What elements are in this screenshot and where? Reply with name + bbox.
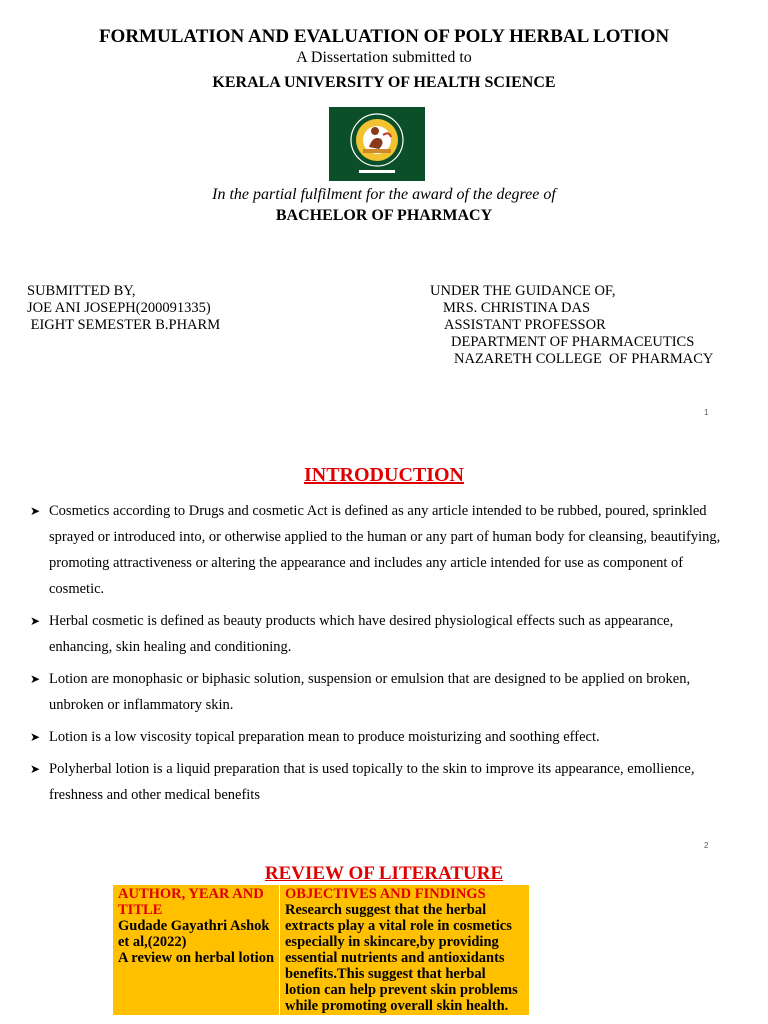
guide-department: DEPARTMENT OF PHARMACEUTICS bbox=[451, 334, 695, 350]
guidance-label: UNDER THE GUIDANCE OF, bbox=[430, 283, 616, 299]
award-line: In the partial fulfilment for the award of the degree of bbox=[212, 186, 556, 203]
degree-name: BACHELOR OF PHARMACY bbox=[275, 207, 493, 224]
submitted-by-block bbox=[27, 283, 220, 334]
guidance-block bbox=[430, 283, 713, 368]
guide-title: ASSISTANT PROFESSOR bbox=[444, 317, 606, 333]
list-item: ➤ Lotion are monophasic or biphasic solution, suspension or emulsion that are designed to be applied on broken, unbroken or inflammatory skin. bbox=[30, 666, 730, 718]
list-item: ➤ Herbal cosmetic is defined as beauty products which have desired physiological effects such as appearance, enhancing, skin healing and conditioning. bbox=[30, 608, 730, 660]
column-header-findings: OBJECTIVES AND FINDINGS bbox=[285, 886, 486, 902]
student-semester: EIGHT SEMESTER B.PHARM bbox=[27, 317, 221, 333]
arrow-bullet-icon: ➤ bbox=[30, 614, 41, 628]
page-number: 1 bbox=[704, 408, 709, 417]
author-cell: Gudade Gayathri Ashok et al,(2022) A review on herbal lotion bbox=[118, 918, 275, 966]
literature-table bbox=[112, 884, 530, 1016]
review-heading: REVIEW OF LITERATURE bbox=[264, 863, 504, 884]
list-item: ➤ Polyherbal lotion is a liquid preparation that is used topically to the skin to improve its appearance, emollience, freshness and other medical benefits bbox=[30, 756, 730, 808]
arrow-bullet-icon: ➤ bbox=[30, 762, 41, 776]
university-emblem-logo bbox=[329, 107, 425, 181]
guide-name: MRS. CHRISTINA DAS bbox=[443, 300, 591, 316]
submitted-label: SUBMITTED BY, bbox=[27, 283, 136, 299]
arrow-bullet-icon: ➤ bbox=[30, 730, 41, 744]
introduction-heading: INTRODUCTION bbox=[303, 464, 465, 486]
university-emblem-icon bbox=[329, 107, 425, 181]
page-number: 2 bbox=[704, 841, 709, 850]
findings-cell: Research suggest that the herbal extracts play a vital role in cosmetics especially in skincare,by providing essential nutrients and antioxidants benefits.This suggest that herbal lotion can help prevent skin problems while promoting overall skin health. bbox=[285, 902, 518, 1014]
guide-college: NAZARETH COLLEGE OF PHARMACY bbox=[454, 351, 714, 367]
introduction-bullet-list bbox=[30, 498, 730, 814]
university-name: KERALA UNIVERSITY OF HEALTH SCIENCE bbox=[212, 74, 556, 91]
table-cell bbox=[113, 885, 280, 1016]
list-item: ➤ Lotion is a low viscosity topical preparation mean to produce moisturizing and soothing effect. bbox=[30, 724, 730, 750]
table-cell bbox=[280, 885, 530, 1016]
list-item: ➤ Cosmetics according to Drugs and cosmetic Act is defined as any article intended to be rubbed, poured, sprinkled sprayed or introduced into, or otherwise applied to the human or any part of human body for cleansing, beautifying, promoting attractiveness or altering the appearance and includes any article intended for use as component of cosmetic. bbox=[30, 498, 730, 602]
arrow-bullet-icon: ➤ bbox=[30, 504, 41, 518]
student-name: JOE ANI JOSEPH(200091335) bbox=[27, 300, 211, 316]
column-header-author: AUTHOR, YEAR AND TITLE bbox=[118, 886, 264, 918]
dissertation-subtitle: A Dissertation submitted to bbox=[296, 49, 472, 66]
table-row bbox=[113, 885, 530, 1016]
arrow-bullet-icon: ➤ bbox=[30, 672, 41, 686]
document-title: FORMULATION AND EVALUATION OF POLY HERBAL LOTION bbox=[98, 26, 670, 47]
